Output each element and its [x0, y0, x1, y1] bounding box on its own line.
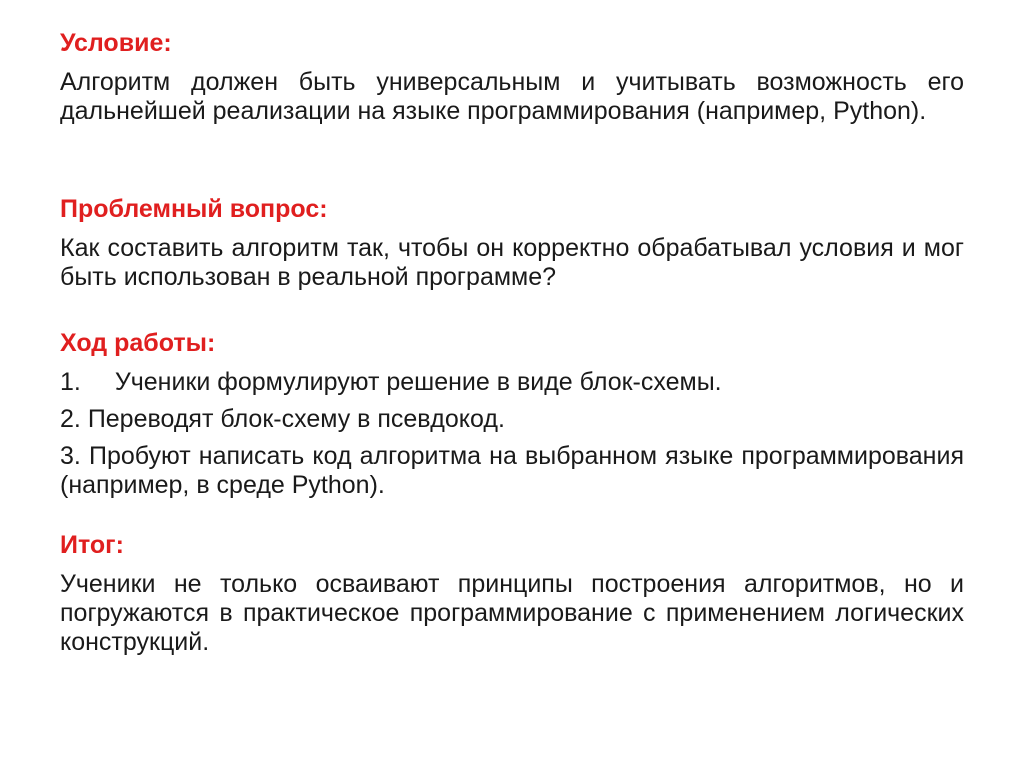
- problem-heading: Проблемный вопрос:: [60, 195, 328, 223]
- workflow-item: [60, 368, 964, 397]
- condition-section: [60, 28, 964, 126]
- workflow-section: [60, 328, 964, 500]
- result-heading: Итог:: [60, 531, 124, 559]
- result-text: Ученики не только осваивают принципы построения алгоритмов, но и погружаются в практическое программирование с применением логических конструкций.: [60, 570, 964, 656]
- workflow-item-number: 2.: [60, 405, 81, 433]
- workflow-item-number: 3.: [60, 442, 81, 470]
- result-section: [60, 530, 964, 657]
- workflow-item-number: 1.: [60, 368, 81, 396]
- workflow-item-text: Переводят блок-схему в псевдокод.: [87, 405, 505, 433]
- workflow-heading: Ход работы:: [60, 329, 216, 357]
- workflow-item-text: Ученики формулируют решение в виде блок-схемы.: [114, 368, 722, 396]
- problem-section: [60, 194, 964, 292]
- problem-text: Как составить алгоритм так, чтобы он корректно обрабатывал условия и мог быть использован в реальной программе?: [60, 234, 964, 291]
- workflow-item-text: Пробуют написать код алгоритма на выбранном языке программирования (например, в среде Python).: [60, 442, 964, 499]
- condition-heading: Условие:: [60, 29, 172, 57]
- workflow-item: [60, 442, 964, 500]
- condition-text: Алгоритм должен быть универсальным и учитывать возможность его дальнейшей реализации на языке программирования (например, Python).: [60, 68, 964, 125]
- workflow-item: [60, 405, 964, 434]
